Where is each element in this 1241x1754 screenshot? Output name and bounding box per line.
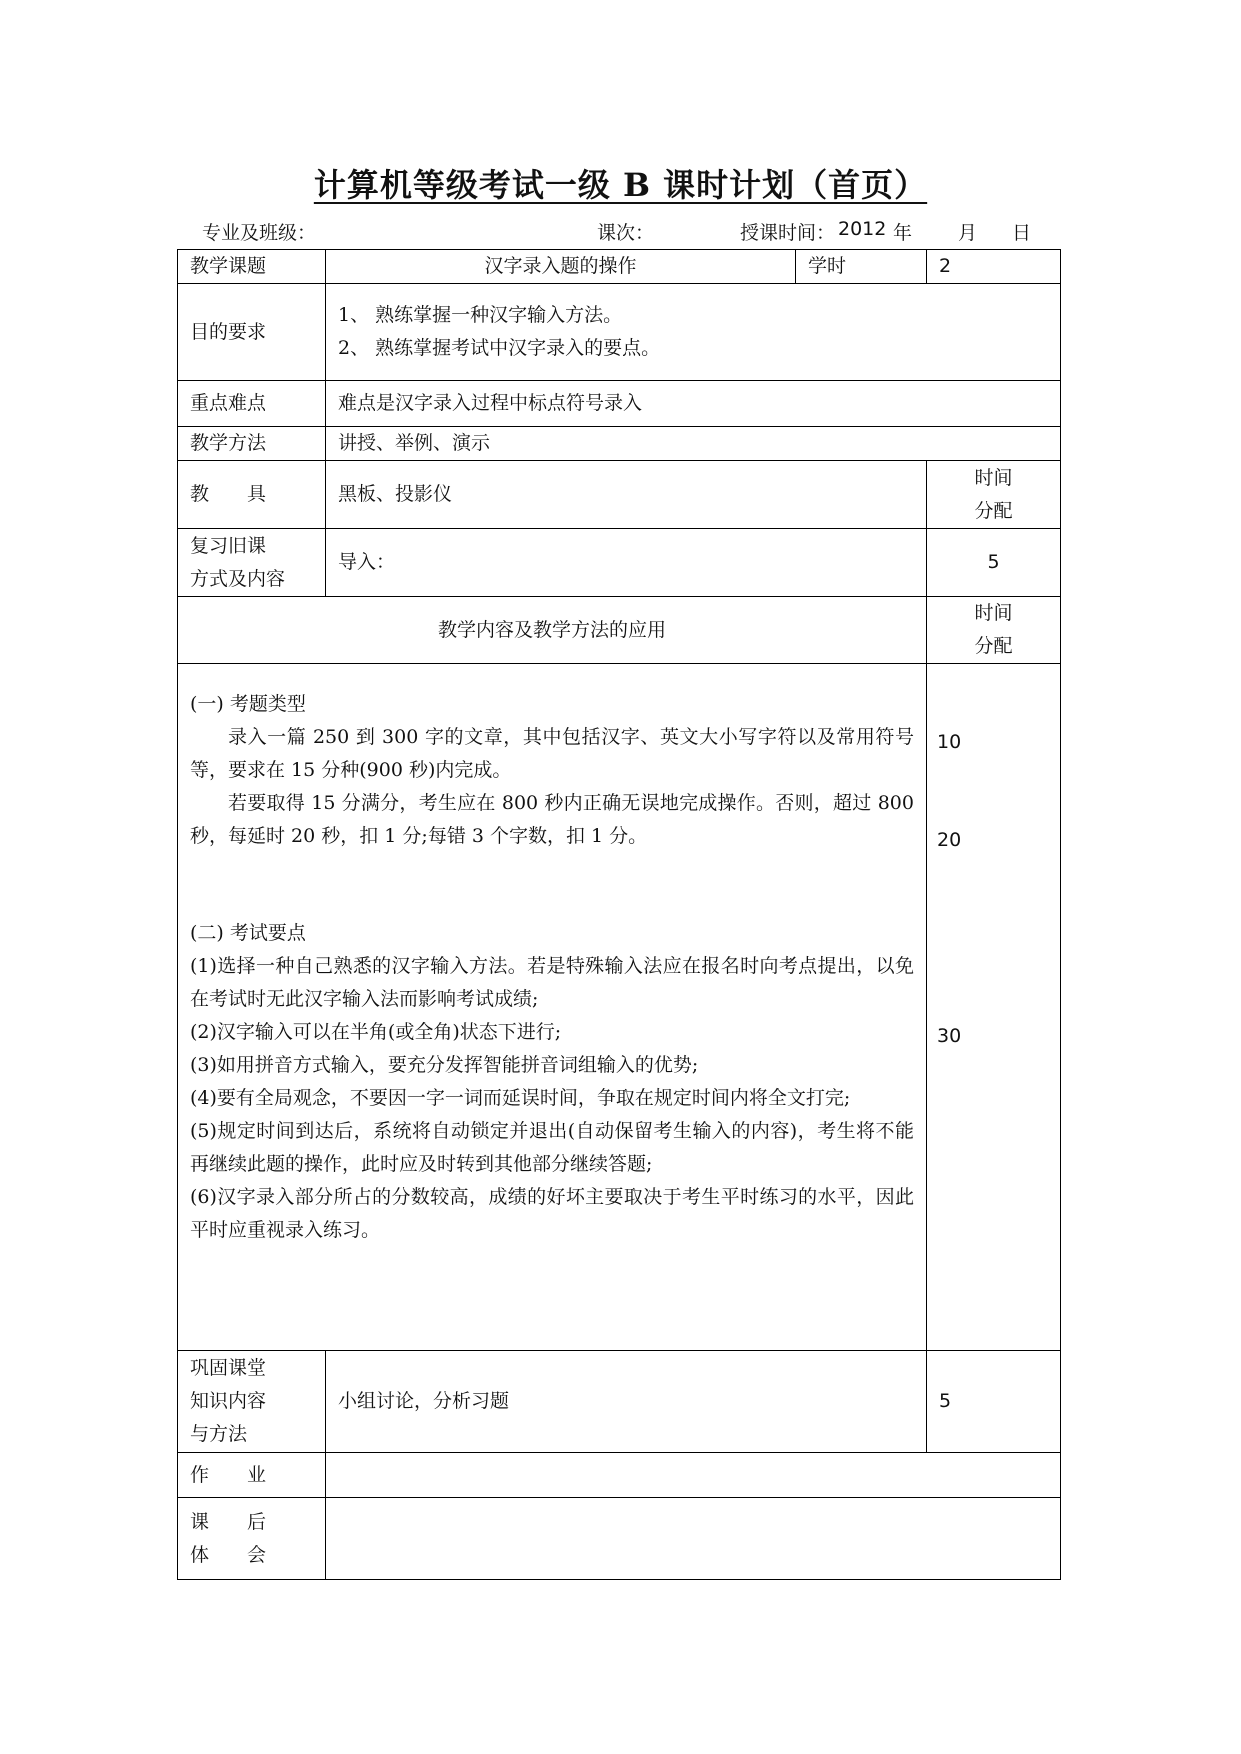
method-row (178, 427, 1061, 461)
exam-point: (1)选择一种自己熟悉的汉字输入方法。若是特殊输入法应在报名时向考点提出，以免在考试时无此汉字输入法而影响考试成绩; (190, 955, 914, 1010)
key-points-value: 难点是汉字录入过程中标点符号录入 (326, 381, 1061, 427)
section-title: (一) 考题类型 (190, 693, 306, 715)
topic-label: 教学课题 (178, 250, 326, 284)
lesson-number-label: 课次： (597, 222, 655, 244)
major-class-label: 专业及班级： (202, 222, 317, 244)
topic-row (178, 250, 1061, 284)
content-header-label: 教学内容及教学方法的应用 (178, 597, 927, 664)
tools-row (178, 461, 1061, 529)
reflection-value (326, 1498, 1061, 1580)
exam-point: (3)如用拼音方式输入，要充分发挥智能拼音词组输入的优势; (190, 1054, 699, 1076)
objective-item: 1、 熟练掌握一种汉字输入方法。 (338, 304, 623, 326)
key-points-label: 重点难点 (178, 381, 326, 427)
objectives-row (178, 284, 1061, 381)
method-label: 教学方法 (178, 427, 326, 461)
reflection-label (178, 1498, 326, 1580)
method-value: 讲授、举例、演示 (326, 427, 1061, 461)
tools-value: 黑板、投影仪 (326, 461, 927, 529)
consolidate-time: 5 (927, 1351, 1061, 1453)
review-value: 导入： (326, 529, 927, 597)
content-body (178, 664, 927, 1351)
homework-value (326, 1453, 1061, 1498)
page-title: 计算机等级考试一级 B 课时计划（首页） (313, 166, 928, 204)
consolidate-label (178, 1351, 326, 1453)
content-time-header (927, 597, 1061, 664)
time-value: 30 (937, 1025, 962, 1047)
time-label-line2: 分配 (974, 635, 1013, 657)
exam-point: (2)汉字输入可以在半角(或全角)状态下进行; (190, 1021, 562, 1043)
content-time-cell (927, 664, 1061, 1351)
hours-label: 学时 (796, 250, 927, 284)
reflection-label-line1: 课 后 (190, 1510, 267, 1533)
time-allocation-header (927, 461, 1061, 529)
homework-label: 作 业 (178, 1453, 326, 1498)
review-label-line1: 复习旧课 (190, 534, 267, 557)
exam-point: (4)要有全局观念，不要因一字一词而延误时间，争取在规定时间内将全文打完; (190, 1087, 851, 1109)
objectives-cell (326, 284, 1061, 381)
review-label (178, 529, 326, 597)
consolidate-label-line3: 与方法 (190, 1423, 248, 1445)
exam-point: (5)规定时间到达后，系统将自动锁定并退出(自动保留考生输入的内容)，考生将不能再继续此题的操作，此时应及时转到其他部分继续答题; (190, 1120, 914, 1175)
consolidate-value: 小组讨论，分析习题 (326, 1351, 927, 1453)
section-title: (二) 考试要点 (190, 922, 306, 944)
tools-label: 教 具 (178, 461, 326, 529)
consolidate-label-line2: 知识内容 (190, 1390, 267, 1412)
reflection-row (178, 1498, 1061, 1580)
objectives-label: 目的要求 (178, 284, 326, 381)
content-paragraph: 若要取得 15 分满分，考生应在 800 秒内正确无误地完成操作。否则，超过 800 秒，每延时 20 秒，扣 1 分;每错 3 个字数，扣 1 分。 (190, 792, 914, 847)
review-time: 5 (927, 529, 1061, 597)
topic-value: 汉字录入题的操作 (326, 250, 796, 284)
time-value: 20 (937, 829, 962, 851)
content-paragraph: 录入一篇 250 到 300 字的文章，其中包括汉字、英文大小写字符以及常用符号等，要求在 15 分种(900 秒)内完成。 (190, 726, 914, 781)
month-label: 月 (958, 222, 978, 244)
content-row (178, 664, 1061, 1351)
teach-time-label: 授课时间： (740, 222, 836, 244)
consolidate-label-line1: 巩固课堂 (190, 1357, 267, 1379)
lesson-plan-table (177, 249, 1061, 1580)
homework-row (178, 1453, 1061, 1498)
time-label-line1: 时间 (974, 602, 1013, 624)
review-label-line2: 方式及内容 (190, 567, 286, 590)
objective-item: 2、 熟练掌握考试中汉字录入的要点。 (338, 337, 661, 359)
consolidate-row (178, 1351, 1061, 1453)
year-label: 年 (893, 222, 913, 244)
time-label-line2: 分配 (974, 499, 1013, 522)
hours-value: 2 (927, 250, 1061, 284)
key-points-row (178, 381, 1061, 427)
reflection-label-line2: 体 会 (190, 1543, 267, 1566)
content-header-row (178, 597, 1061, 664)
day-label: 日 (1012, 222, 1032, 244)
time-label-line1: 时间 (974, 466, 1013, 489)
year-value: 2012 (838, 218, 887, 240)
exam-point: (6)汉字录入部分所占的分数较高，成绩的好坏主要取决于考生平时练习的水平，因此平时应重视录入练习。 (190, 1186, 914, 1241)
time-value: 10 (937, 731, 962, 753)
review-row (178, 529, 1061, 597)
